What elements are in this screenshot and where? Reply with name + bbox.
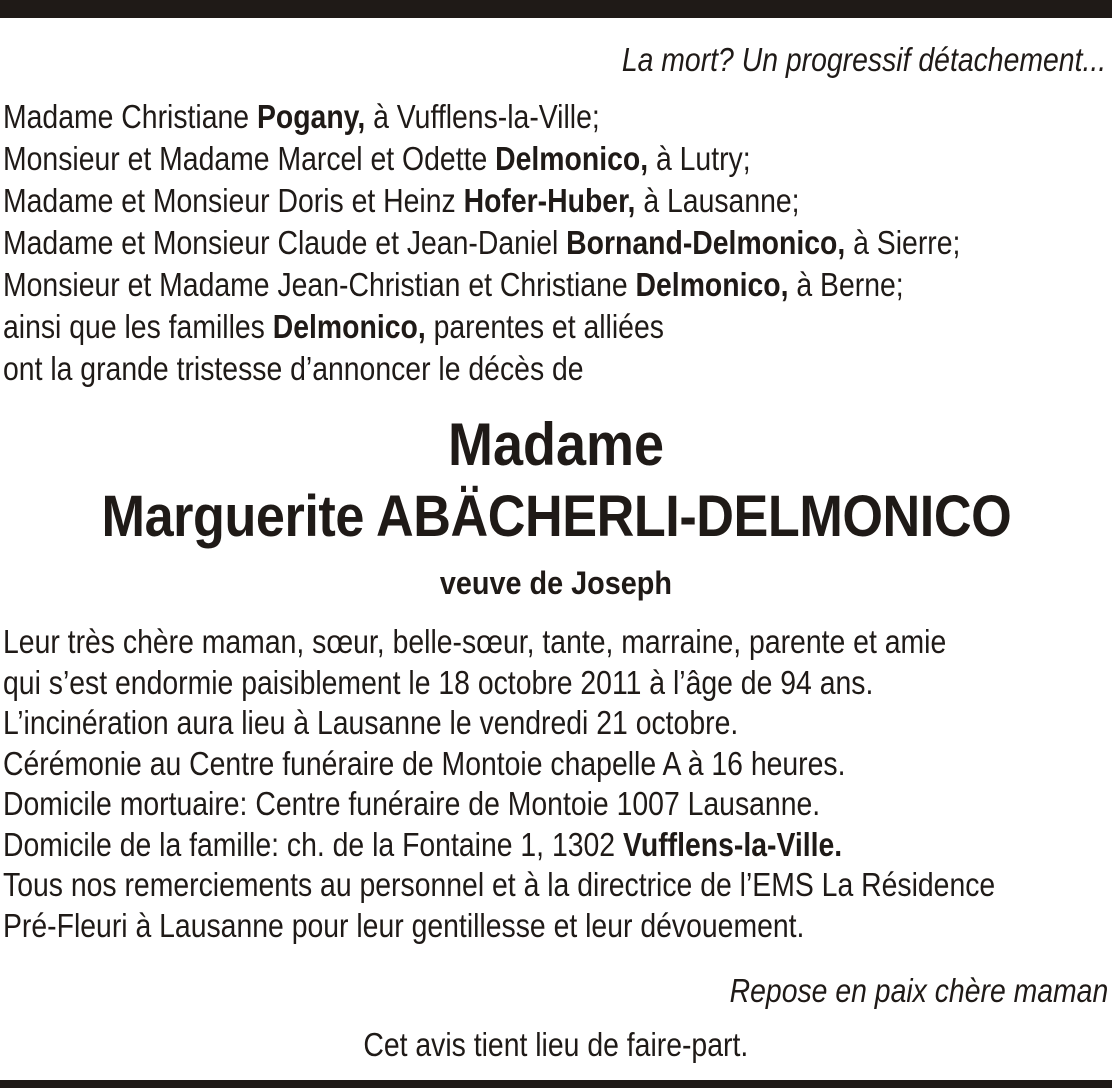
family-line: Monsieur et Madame Jean-Christian et Christiane Delmonico, à Berne; (3, 266, 904, 303)
footer-note: Cet avis tient lieu de faire-part. (363, 1026, 749, 1063)
thanks-line: Tous nos remerciements au personnel et à la directrice de l’EMS La Résidence (3, 866, 996, 903)
body-line: Domicile mortuaire: Centre funéraire de Montoie 1007 Lausanne. (3, 785, 821, 822)
epigraph: La mort? Un progressif détachement... (621, 41, 1106, 78)
family-list (3, 96, 960, 390)
family-address-line: Domicile de la famille: ch. de la Fontaine 1, 1302 Vufflens-la-Ville. (3, 825, 843, 863)
family-line: Monsieur et Madame Marcel et Odette Delmonico, à Lutry; (3, 140, 751, 177)
announcement-line: ont la grande tristesse d’annoncer le décès de (3, 350, 584, 387)
closing-phrase: Repose en paix chère maman (729, 972, 1108, 1009)
body-line: Leur très chère maman, sœur, belle-sœur, tante, marraine, parente et amie (3, 623, 947, 660)
body-line: Cérémonie au Centre funéraire de Montoie chapelle A à 16 heures. (3, 744, 846, 782)
bottom-border-rule (0, 1080, 1112, 1088)
thanks-line: Pré-Fleuri à Lausanne pour leur gentillesse et leur dévouement. (3, 906, 805, 944)
deceased-name: Marguerite ABÄCHERLI-DELMONICO (101, 484, 1011, 549)
widow-of: veuve de Joseph (439, 565, 673, 601)
top-border-rule (0, 0, 1112, 18)
family-line: ainsi que les familles Delmonico, parentes et alliées (3, 308, 664, 345)
body-line: L’incinération aura lieu à Lausanne le vendredi 21 octobre. (3, 704, 739, 741)
family-line: Madame Christiane Pogany, à Vufflens-la-Ville; (3, 98, 600, 135)
notice-body (3, 622, 995, 946)
deceased-salutation: Madame (447, 411, 665, 478)
body-line: qui s’est endormie paisiblement le 18 octobre 2011 à l’âge de 94 ans. (3, 663, 874, 701)
family-line: Madame et Monsieur Doris et Heinz Hofer-Huber, à Lausanne; (3, 182, 800, 219)
family-line: Madame et Monsieur Claude et Jean-Daniel Bornand-Delmonico, à Sierre; (3, 224, 961, 261)
